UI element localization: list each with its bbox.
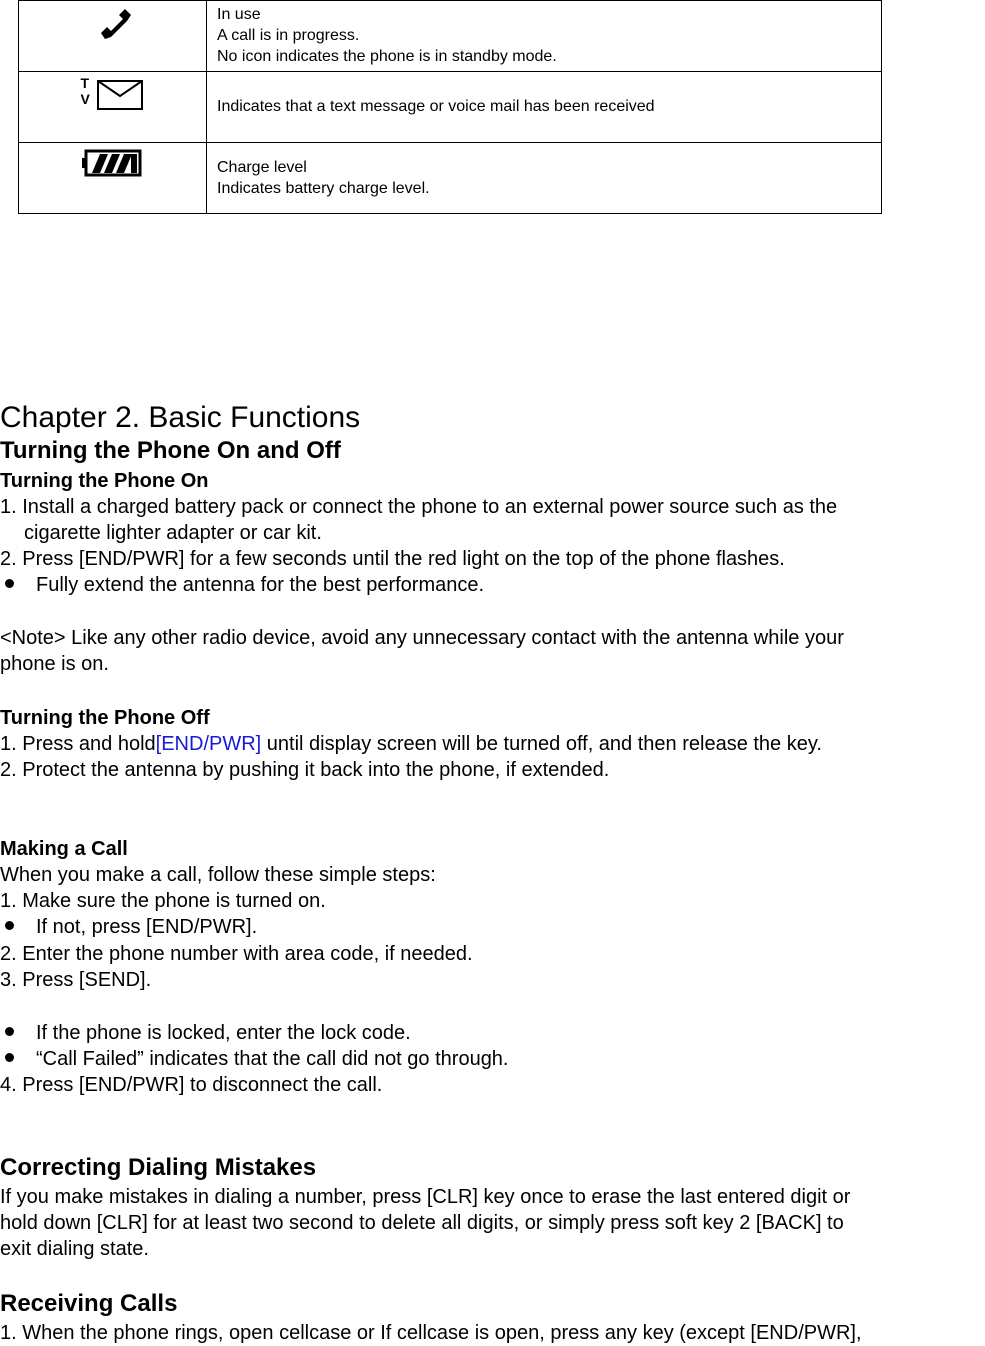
step-text: cigarette lighter adapter or car kit.	[24, 522, 322, 544]
body-text: If you make mistakes in dialing a number, press [CLR] key once to erase the last entered digit or	[0, 1186, 851, 1208]
bullet-icon	[5, 1027, 14, 1036]
icon-cell	[19, 143, 207, 214]
step-text: 2. Protect the antenna by pushing it back into the phone, if extended.	[0, 759, 610, 781]
description-line: In use	[217, 6, 261, 23]
step-text-part: until display screen will be turned off, and then release the key.	[261, 733, 822, 755]
step-text: 2. Press [END/PWR] for a few seconds until the red light on the top of the phone flashes.	[0, 548, 785, 570]
table-row	[19, 143, 882, 214]
bullet-icon	[5, 1053, 14, 1062]
list-item	[0, 914, 257, 940]
description-line: No icon indicates the phone is in standby mode.	[217, 48, 557, 65]
key-name: [END/PWR]	[155, 733, 262, 755]
step-text	[0, 731, 822, 757]
body-text: hold down [CLR] for at least two second to delete all digits, or simply press soft key 2 [BACK] to	[0, 1212, 844, 1234]
status-icon-table	[18, 0, 882, 214]
chapter-title: Chapter 2. Basic Functions	[0, 401, 361, 434]
bullet-text: If the phone is locked, enter the lock code.	[36, 1022, 411, 1044]
body-text: exit dialing state.	[0, 1238, 149, 1260]
battery-icon	[82, 149, 144, 179]
bullet-icon	[5, 921, 14, 930]
icon-description	[207, 143, 882, 214]
subsection-title: Turning the Phone On	[0, 470, 209, 492]
step-text: 1. Install a charged battery pack or connect the phone to an external power source such as the	[0, 496, 838, 518]
table-row	[19, 72, 882, 143]
list-item	[0, 572, 484, 598]
icon-cell	[19, 1, 207, 72]
message-icon-letter: T	[80, 75, 90, 91]
section-title: Receiving Calls	[0, 1290, 178, 1317]
section-title: Turning the Phone On and Off	[0, 437, 341, 464]
phone-handset-icon	[93, 3, 133, 43]
step-text: 2. Enter the phone number with area code, if needed.	[0, 943, 473, 965]
description-line: Charge level	[217, 159, 307, 176]
list-item	[0, 1046, 509, 1072]
bullet-text: Fully extend the antenna for the best performance.	[36, 574, 485, 596]
section-title: Correcting Dialing Mistakes	[0, 1154, 317, 1181]
message-envelope-icon	[81, 76, 145, 116]
step-text: 3. Press [SEND].	[0, 969, 152, 991]
body-text: When you make a call, follow these simple steps:	[0, 864, 436, 886]
description-line: Indicates battery charge level.	[217, 180, 430, 197]
icon-description	[207, 72, 882, 143]
list-item	[0, 1020, 411, 1046]
description-line: Indicates that a text message or voice mail has been received	[217, 98, 655, 115]
icon-description	[207, 1, 882, 72]
subsection-title: Turning the Phone Off	[0, 707, 210, 729]
step-text: 1. When the phone rings, open cellcase or If cellcase is open, press any key (except [END/PWR],	[0, 1322, 862, 1344]
bullet-text: “Call Failed” indicates that the call did not go through.	[36, 1048, 509, 1070]
table-row	[19, 1, 882, 72]
note-text: <Note> Like any other radio device, avoid any unnecessary contact with the antenna while your	[0, 627, 844, 649]
step-text-part: 1. Press and hold	[0, 733, 156, 755]
description-line: A call is in progress.	[217, 27, 360, 44]
icon-cell	[19, 72, 207, 143]
message-icon-letter: V	[80, 91, 90, 107]
step-text: 1. Make sure the phone is turned on.	[0, 890, 326, 912]
step-text: 4. Press [END/PWR] to disconnect the call.	[0, 1074, 383, 1096]
subsection-title: Making a Call	[0, 838, 128, 860]
bullet-icon	[5, 579, 14, 588]
bullet-text: If not, press [END/PWR].	[36, 916, 258, 938]
note-text: phone is on.	[0, 653, 109, 675]
